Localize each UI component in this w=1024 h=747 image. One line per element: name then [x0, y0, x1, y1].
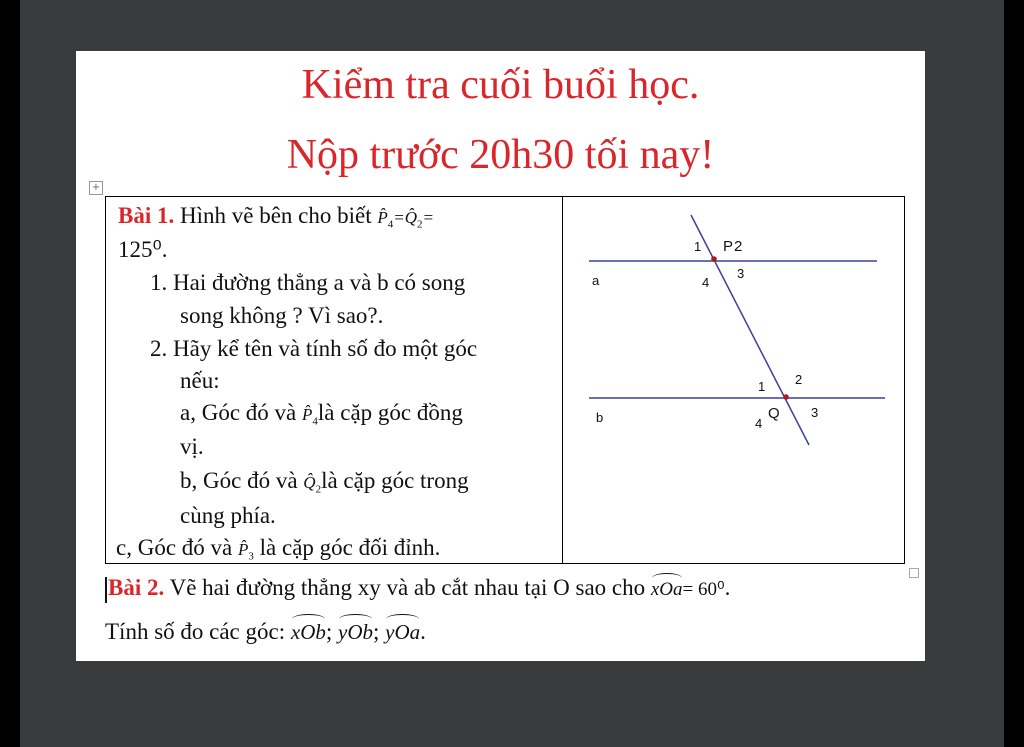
geometry-figure [563, 197, 905, 565]
label-q-angle-3: 3 [811, 405, 819, 420]
label-q-angle-4: 4 [755, 416, 763, 431]
bai1-label: Bài 1. [118, 203, 175, 228]
bai1-header-line: Bài 1. Hình vẽ bên cho biết $P̂_4=Q̂_2=$ [118, 203, 434, 231]
exercise-table [105, 196, 905, 564]
q2-line1: 2. Hãy kể tên và tính số đo một góc [150, 336, 478, 361]
bai1-angle-q2: $Q̂_2$ [404, 208, 423, 231]
transversal [691, 215, 809, 445]
bai1-intro: Hình vẽ bên cho biết [179, 203, 372, 228]
table-move-handle-icon[interactable]: + [89, 181, 103, 195]
qa-line1: a, Góc đó và $P̂_4là$ cặp góc đồng [180, 400, 463, 428]
point-q-marker [783, 394, 789, 400]
angle-yoa: yOa [385, 620, 421, 644]
angle-xob: xOb [290, 620, 326, 644]
q1-line2: song không ? Vì sao?. [180, 303, 384, 328]
title-line-1: Kiểm tra cuối buổi học. [301, 62, 700, 108]
title-line-2: Nộp trước 20h30 tối nay! [286, 132, 715, 178]
label-p-angle-4: 4 [702, 275, 710, 290]
label-point-p: P [723, 238, 734, 255]
qa-line2: vị. [180, 434, 204, 459]
qb-line1: b, Góc đó và $Q̂_2là$ cặp góc trong [180, 468, 469, 496]
bai2-line2-text: Tính số đo các góc: [105, 619, 286, 644]
document-page [76, 51, 925, 661]
bai2-line1: Bài 2. Vẽ hai đường thẳng xy và ab cắt nhau tại O sao cho xOa= 60⁰. [105, 575, 730, 603]
label-line-a: a [592, 273, 600, 288]
point-p-marker [711, 256, 717, 262]
label-q-angle-1: 1 [758, 379, 766, 394]
label-q-angle-2: 2 [795, 372, 803, 387]
angle-xoa: xOa [650, 579, 683, 600]
label-p-angle-1: 1 [694, 239, 702, 254]
qc-line: c, Góc đó và $P̂_3$ là cặp góc đối đỉnh. [116, 535, 441, 563]
bai2-line2: Tính số đo các góc: xOb; yOb; yOa. [105, 619, 426, 644]
bai2-text: Vẽ hai đường thẳng xy và ab cắt nhau tại O sao cho [169, 575, 646, 600]
qb-line2: cùng phía. [180, 503, 276, 528]
table-resize-handle[interactable] [909, 568, 919, 578]
label-p-angle-3: 3 [737, 266, 745, 281]
text-cursor [105, 577, 107, 603]
q1-line1: 1. Hai đường thẳng a và b có song [150, 270, 466, 295]
label-line-b: b [596, 410, 604, 425]
angle-yob: yOb [338, 620, 374, 644]
label-p-angle-2: 2 [734, 238, 743, 255]
bai1-angle-p4: $P̂_4$ [377, 208, 394, 231]
angle-xoa-value: = 60⁰ [682, 579, 725, 600]
bai1-value: 125⁰. [118, 237, 168, 262]
q2-line2: nếu: [180, 368, 220, 393]
label-point-q: Q [768, 405, 780, 422]
bai2-label: Bài 2. [108, 575, 165, 600]
